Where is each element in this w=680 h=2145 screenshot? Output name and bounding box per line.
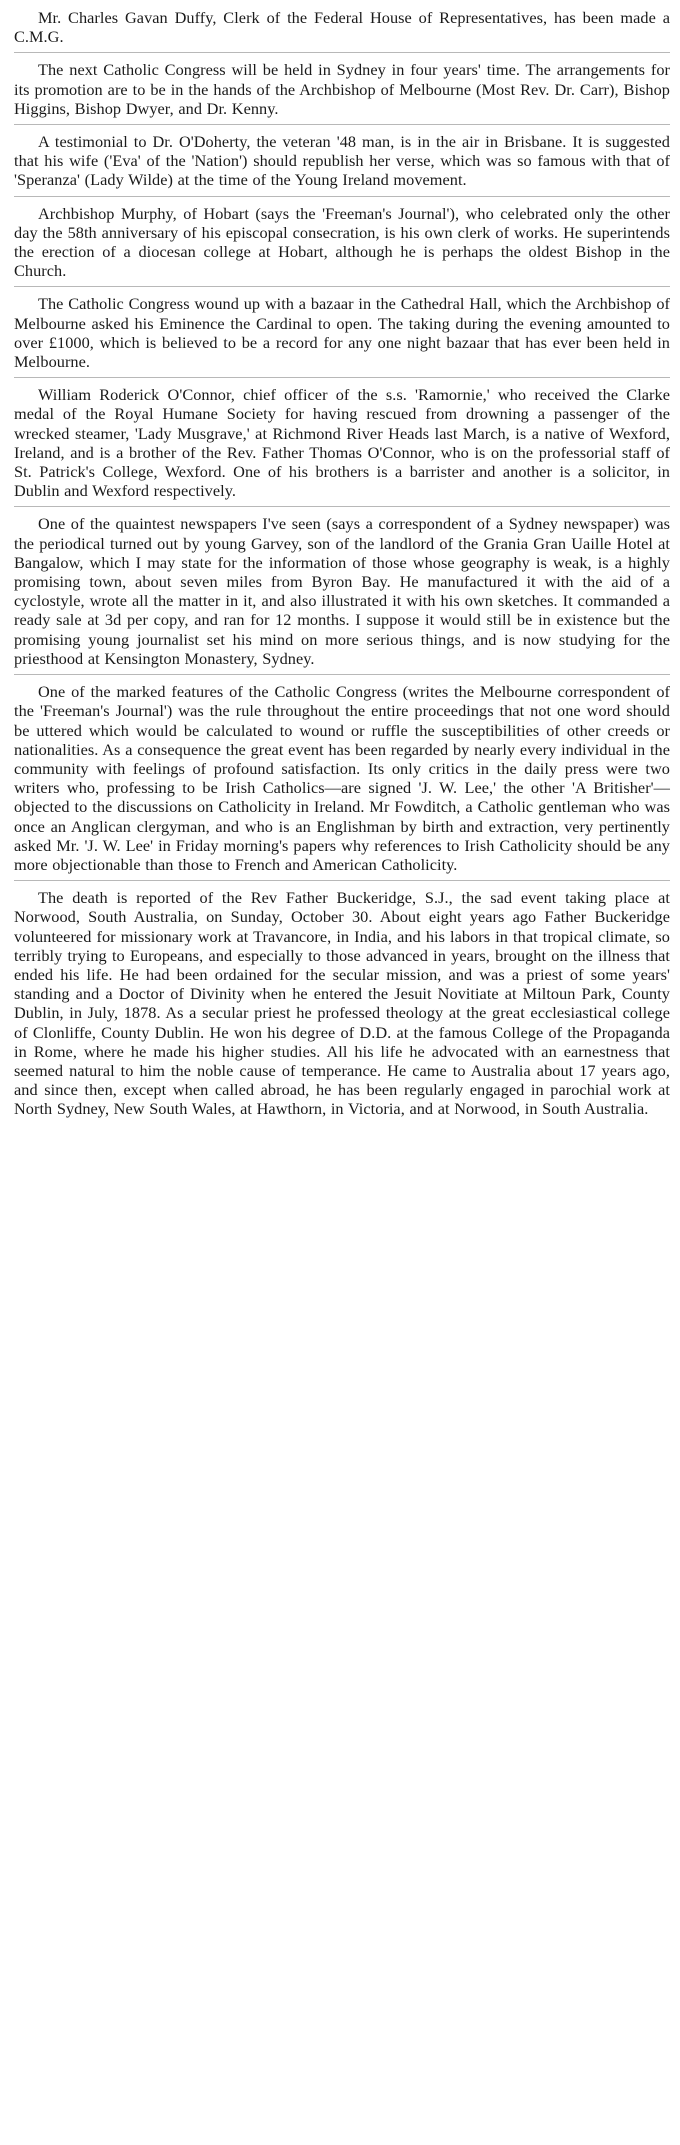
- paragraph: The Catholic Congress wound up with a bazaar in the Cathedral Hall, which the Archbishop of Melbourne asked his Eminence the Cardinal to open. The taking during the evening amounted to over £1000, which is believed to be a record for any one night bazaar that has ever been held in Melbourne.: [14, 294, 670, 372]
- news-item-congress-features: [14, 680, 670, 881]
- news-item-odoherty-testimonial: [14, 130, 670, 197]
- paragraph: A testimonial to Dr. O'Doherty, the veteran '48 man, is in the air in Brisbane. It is suggested that his wife ('Eva' of the 'Nation') should republish her verse, which was so famous with that of 'Speranza' (Lady Wilde) at the time of the Young Ireland movement.: [14, 132, 670, 190]
- paragraph: Mr. Charles Gavan Duffy, Clerk of the Federal House of Representatives, has been made a C.M.G.: [14, 8, 670, 47]
- paragraph: William Roderick O'Connor, chief officer of the s.s. 'Ramornie,' who received the Clarke medal of the Royal Humane Society for having rescued from drowning a passenger of the wrecked steamer, 'Lady Musgrave,' at Richmond River Heads last March, is a native of Wexford, Ireland, and is a brother of the Rev. Father Thomas O'Connor, who is on the professorial staff of St. Patrick's College, Wexford. One of his brothers is a barrister and another is a solicitor, in Dublin and Wexford respectively.: [14, 385, 670, 501]
- news-item-congress-sydney: [14, 58, 670, 125]
- news-item-garvey-newspaper: [14, 512, 670, 675]
- paragraph: Archbishop Murphy, of Hobart (says the 'Freeman's Journal'), who celebrated only the other day the 58th anniversary of his episcopal consecration, is his own clerk of works. He superintends the erection of a diocesan college at Hobart, although he is perhaps the oldest Bishop in the Church.: [14, 203, 670, 281]
- paragraph: One of the marked features of the Catholic Congress (writes the Melbourne correspondent of the 'Freeman's Journal') was the rule throughout the entire proceedings that not one word should be uttered which would be calculated to wound or ruffle the susceptibilities of other creeds or nationalities. As a consequence the great event has been regarded by nearly every individual in the community with feelings of profound satisfaction. Its only critics in the daily press were two writers who, professing to be Irish Catholics—are signed 'J. W. Lee,' the other 'A Britisher'—objected to the discussions on Catholicity in Ireland. Mr Fowditch, a Catholic gentleman who was once an Anglican clergyman, and who is an Englishman by birth and extraction, very pertinently asked Mr. 'J. W. Lee' in Friday morning's papers why references to Irish Catholicity should be any more objectionable than those to French and American Catholicity.: [14, 682, 670, 874]
- news-item-buckeridge-obituary: [14, 886, 670, 1124]
- paragraph: One of the quaintest newspapers I've seen (says a correspondent of a Sydney newspaper) was the periodical turned out by young Garvey, son of the landlord of the Grania Gran Uaille Hotel at Bangalow, which I may state for the information of those whose geography is weak, is a highly promising town, about seven miles from Byron Bay. He manufactured it with the aid of a cyclostyle, wrote all the matter in it, and also illustrated it with his own sketches. It commanded a ready sale at 3d per copy, and ran for 12 months. I suppose it would still be in existence but the promising young journalist set his mind on more serious things, and is now studying for the priesthood at Kensington Monastery, Sydney.: [14, 514, 670, 668]
- paragraph: The death is reported of the Rev Father Buckeridge, S.J., the sad event taking place at Norwood, South Australia, on Sunday, October 30. About eight years ago Father Buckeridge volunteered for missionary work at Travancore, in India, and his labors in that tropical climate, so terribly trying to Europeans, and especially to those advanced in years, brought on the illness that ended his life. He had been ordained for the secular mission, and was a priest of some years' standing and a Doctor of Divinity when he entered the Jesuit Novitiate at Miltoun Park, County Dublin, in July, 1878. As a secular priest he professed theology at the great ecclesiastical college of Clonliffe, County Dublin. He won his degree of D.D. at the famous College of the Propaganda in Rome, where he made his higher studies. All his life he advocated with an earnestness that seemed natural to him the noble cause of temperance. He came to Australia about 17 years ago, and since then, except when called abroad, he has been regularly engaged in parochial work at North Sydney, New South Wales, at Hawthorn, in Victoria, and at Norwood, in South Australia.: [14, 888, 670, 1119]
- news-item-duffy: [14, 6, 670, 53]
- news-item-archbishop-murphy: [14, 202, 670, 288]
- news-item-oconnor-clarke-medal: [14, 383, 670, 507]
- paragraph: The next Catholic Congress will be held in Sydney in four years' time. The arrangements for its promotion are to be in the hands of the Archbishop of Melbourne (Most Rev. Dr. Carr), Bishop Higgins, Bishop Dwyer, and Dr. Kenny.: [14, 60, 670, 118]
- news-item-bazaar: [14, 292, 670, 378]
